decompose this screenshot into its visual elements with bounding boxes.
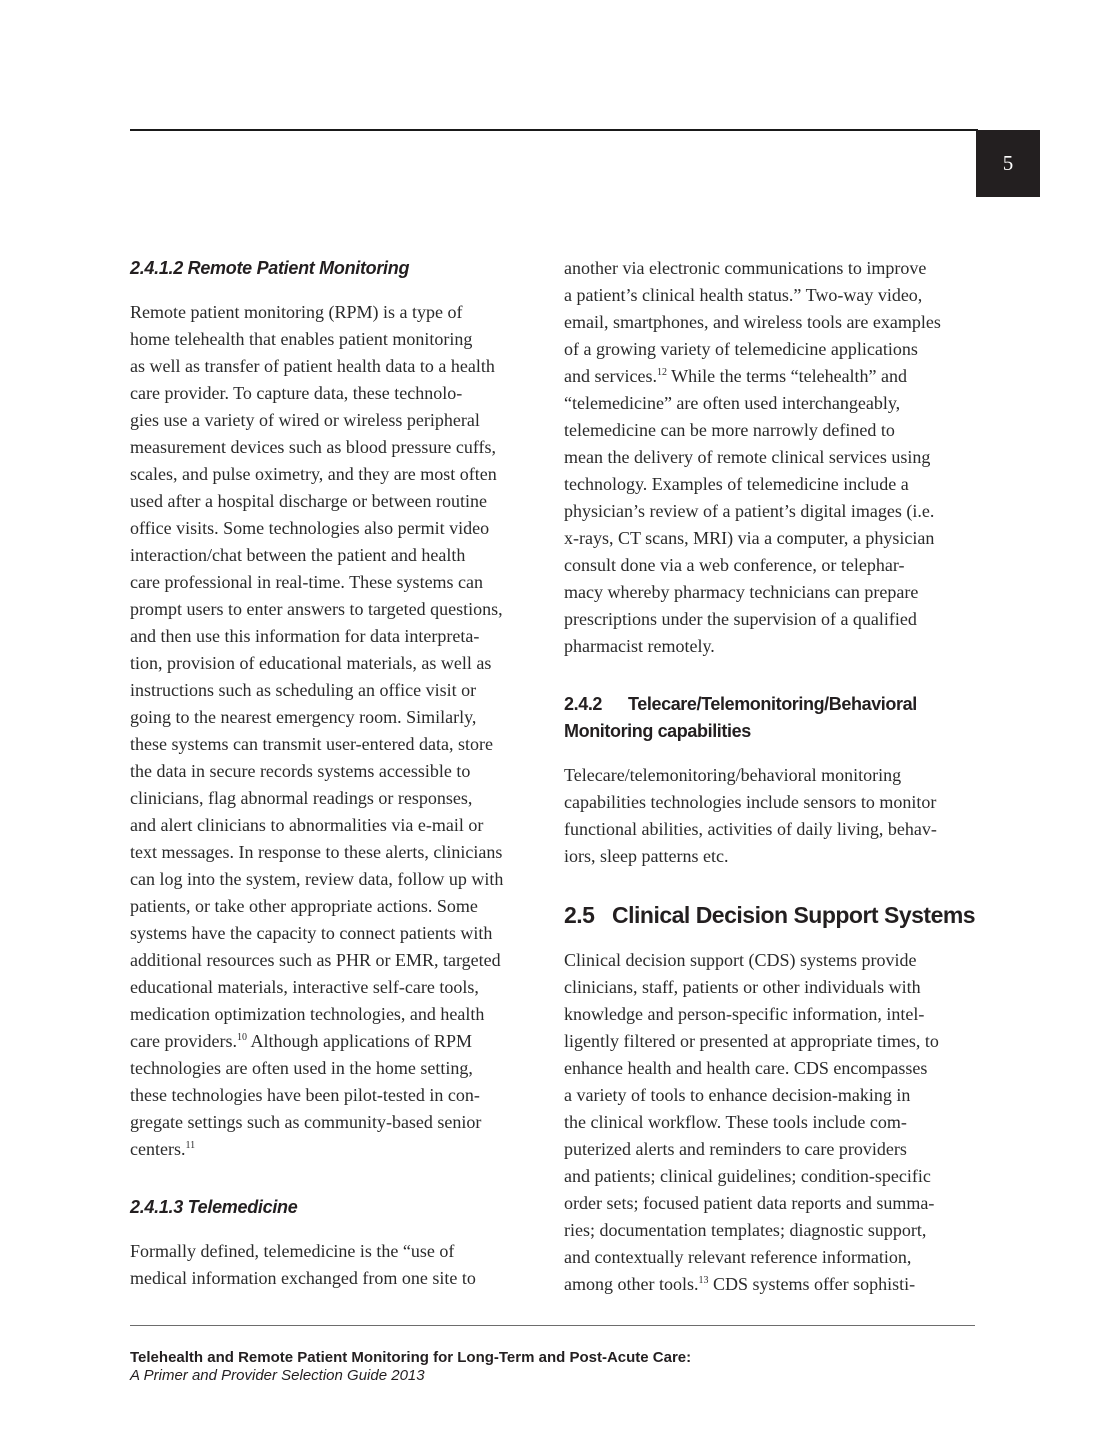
text-line: ries; documentation templates; diagnostic support, [564,1220,927,1240]
text-line: of a growing variety of telemedicine applications [564,339,918,359]
text-line: puterized alerts and reminders to care providers [564,1139,907,1159]
section-number: 2.5 [564,902,595,928]
text-line: care provider. To capture data, these technolo- [130,383,463,403]
heading-remote-patient-monitoring: 2.4.1.2 Remote Patient Monitoring [130,258,410,278]
text-line [564,363,982,390]
text-fragment: While the terms “telehealth” and [666,366,908,386]
footnote-ref-13: 13 [698,1275,709,1286]
text-line: functional abilities, activities of daily living, behav- [564,819,937,839]
text-line: x-rays, CT scans, MRI) via a computer, a physician [564,528,935,548]
text-line: medication optimization technologies, and health [130,1004,485,1024]
text-line: gies use a variety of wired or wireless peripheral [130,410,480,430]
section-title: Telecare/Telemonitoring/Behavioral [628,694,917,714]
footnote-ref-11: 11 [185,1140,196,1151]
text-line: scales, and pulse oximetry, and they are most often [130,464,497,484]
text-line: text messages. In response to these alerts, clinicians [130,842,503,862]
text-line: ligently filtered or presented at appropriate times, to [564,1031,939,1051]
footnote-ref-12: 12 [656,367,667,378]
section-title-cont: Monitoring capabilities [564,721,751,741]
text-line: capabilities technologies include sensors to monitor [564,792,937,812]
paragraph-rpm [130,299,548,1163]
text-line: a patient’s clinical health status.” Two-way video, [564,285,923,305]
heading-telemedicine: 2.4.1.3 Telemedicine [130,1197,298,1217]
page-number: 5 [976,130,1040,197]
text-line: office visits. Some technologies also permit video [130,518,490,538]
text-line: and alert clinicians to abnormalities via e-mail or [130,815,484,835]
paragraph-telecare [564,762,982,870]
text-line: another via electronic communications to improve [564,258,927,278]
text-line: enhance health and health care. CDS encompasses [564,1058,928,1078]
text-line: tion, provision of educational materials, as well as [130,653,492,673]
text-line: technologies are often used in the home setting, [130,1058,473,1078]
text-line: and then use this information for data interpreta- [130,626,480,646]
text-line: clinicians, staff, patients or other individuals with [564,977,921,997]
text-line: knowledge and person-specific information, intel- [564,1004,925,1024]
heading-cds [564,900,982,930]
text-line: care professional in real-time. These systems can [130,572,484,592]
text-line: Remote patient monitoring (RPM) is a type of [130,302,463,322]
text-line: the data in secure records systems accessible to [130,761,471,781]
text-line: home telehealth that enables patient monitoring [130,329,473,349]
text-line: Telecare/telemonitoring/behavioral monitoring [564,765,902,785]
header-rule [130,129,978,131]
text-line: the clinical workflow. These tools include com- [564,1112,907,1132]
footer [130,1349,691,1385]
text-line: consult done via a web conference, or telephar- [564,555,905,575]
footnote-ref-10: 10 [236,1032,247,1043]
text-line: interaction/chat between the patient and health [130,545,466,565]
text-line: “telemedicine” are often used interchangeably, [564,393,901,413]
text-line [564,1271,982,1298]
text-fragment: among other tools. [564,1274,699,1294]
text-line: iors, sleep patterns etc. [564,846,729,866]
text-fragment: and services. [564,366,657,386]
footer-title: Telehealth and Remote Patient Monitoring for Long-Term and Post-Acute Care: [130,1349,692,1366]
text-line: pharmacist remotely. [564,636,715,656]
text-line [130,1136,548,1163]
text-line: prompt users to enter answers to targeted questions, [130,599,503,619]
text-line: and contextually relevant reference information, [564,1247,912,1267]
text-fragment: Although applications of RPM [246,1031,472,1051]
text-line: email, smartphones, and wireless tools are examples [564,312,941,332]
paragraph-cds [564,947,982,1298]
left-column [130,255,548,1292]
paragraph-telemedicine [130,1238,548,1292]
text-line [130,1028,548,1055]
text-line: mean the delivery of remote clinical services using [564,447,931,467]
text-line: and patients; clinical guidelines; condition-specific [564,1166,931,1186]
paragraph-telemedicine-cont [564,255,982,660]
text-line: systems have the capacity to connect patients with [130,923,493,943]
footer-rule [130,1325,975,1326]
text-line: physician’s review of a patient’s digital images (i.e. [564,501,935,521]
text-line: Formally defined, telemedicine is the “use of [130,1241,455,1261]
text-fragment: centers. [130,1139,186,1159]
text-line: as well as transfer of patient health data to a health [130,356,495,376]
text-line: used after a hospital discharge or between routine [130,491,488,511]
section-number: 2.4.2 [564,694,603,714]
heading-telecare [564,691,982,745]
footer-subtitle: A Primer and Provider Selection Guide 2013 [130,1367,425,1384]
text-fragment: care providers. [130,1031,237,1051]
text-line: macy whereby pharmacy technicians can prepare [564,582,919,602]
text-line: order sets; focused patient data reports and summa- [564,1193,935,1213]
text-line: medical information exchanged from one site to [130,1268,476,1288]
text-line: measurement devices such as blood pressure cuffs, [130,437,497,457]
text-line: prescriptions under the supervision of a qualified [564,609,917,629]
text-line: clinicians, flag abnormal readings or responses, [130,788,473,808]
text-line: these technologies have been pilot-tested in con- [130,1085,480,1105]
text-line: telemedicine can be more narrowly defined to [564,420,895,440]
text-line: educational materials, interactive self-care tools, [130,977,479,997]
text-line: a variety of tools to enhance decision-making in [564,1085,911,1105]
text-line: additional resources such as PHR or EMR, targeted [130,950,501,970]
text-line: going to the nearest emergency room. Similarly, [130,707,477,727]
text-line: technology. Examples of telemedicine include a [564,474,909,494]
right-column [564,255,982,1298]
text-line: instructions such as scheduling an office visit or [130,680,477,700]
text-line: Clinical decision support (CDS) systems provide [564,950,917,970]
text-fragment: CDS systems offer sophisti- [708,1274,916,1294]
section-title: Clinical Decision Support Systems [612,902,976,928]
text-line: these systems can transmit user-entered data, store [130,734,494,754]
text-line: can log into the system, review data, follow up with [130,869,504,889]
text-line: gregate settings such as community-based senior [130,1112,482,1132]
text-line: patients, or take other appropriate actions. Some [130,896,478,916]
